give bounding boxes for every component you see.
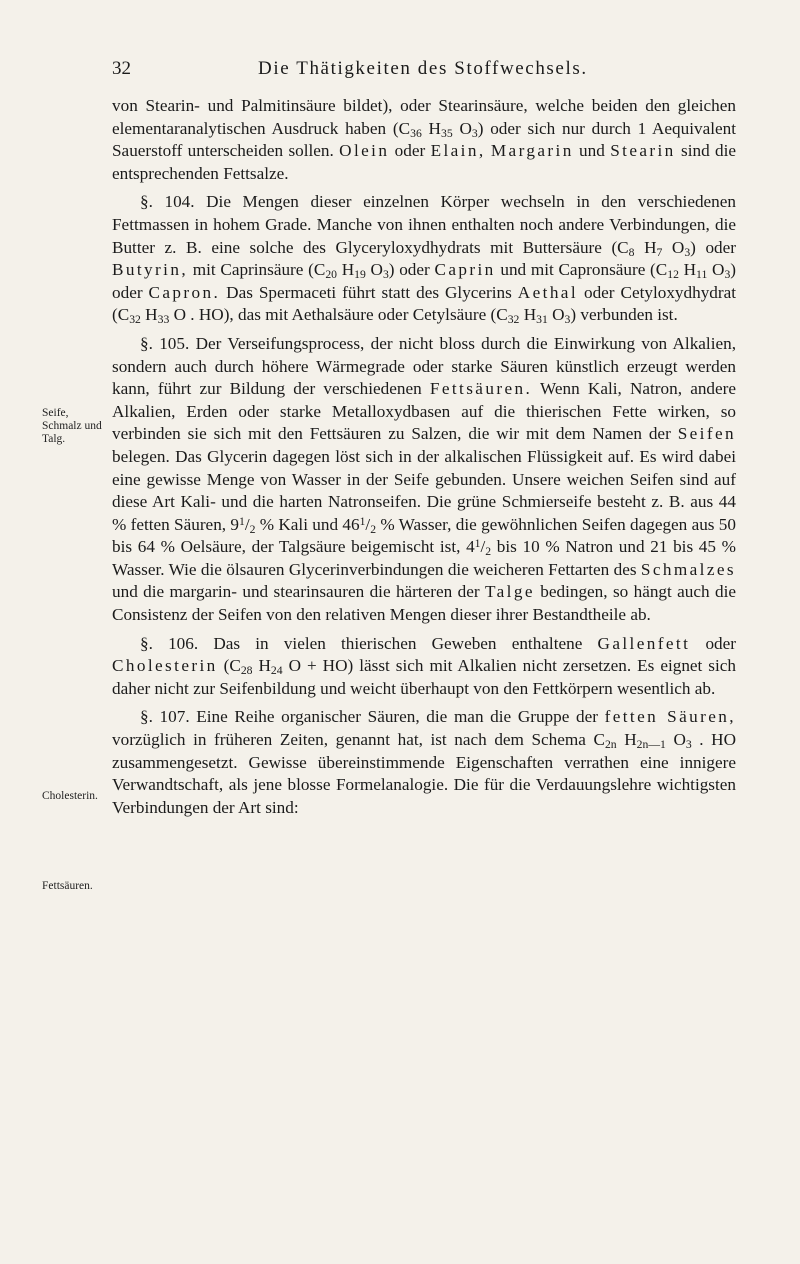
page-number: 32: [112, 58, 131, 79]
paragraph-106: §. 106. Das in vielen thierischen Geweben enthaltene Gallenfett oder Cholesterin ($C_{28}$ $H_{24}$ O + HO) lässt sich mit Alkalien nicht zersetzen. Es eignet sich daher nicht zur Seifenbildung und weicht überhaupt von den Fettkörpern wesentlich ab.: [112, 633, 736, 698]
paragraph-105: §. 105. Der Verseifungsprocess, der nicht bloss durch die Einwirkung von Alkalien, sondern auch durch höhere Wärmegrade oder starke Säuren künstlich erzeugt werden kann, führt zur Bildung der verschiedenen Fettsäuren. Wenn Kali, Natron, andere Alkalien, Erden oder starke Metalloxydbasen auf die thierischen Fette wirken, so verbinden sie sich mit den Fettsäuren zu Salzen, die wir mit dem Namen der Seifen belegen. Das Glycerin dagegen löst sich in der alkalischen Flüssigkeit auf. Es wird dabei eine gewisse Menge von Wasser in der Seife gebunden. Unsere weichen Seifen sind auf diese Art Kali- und die harten Natronseifen. Die grüne Schmierseife besteht z. B. aus 44 % fetten Säuren, $9^1/_2$ % Kali und $46^1/_2$ % Wasser, die gewöhnlichen Seifen dagegen aus 50 bis 64 % Oelsäure, der Talgsäure beigemischt ist, $4^1/_2$ bis 10 % Natron und 21 bis 45 % Wasser. Wie die ölsauren Glycerinverbindungen die weicheren Fettarten des Schmalzes und die margarin- und stearinsauren die härteren der Talge bedingen, so hängt auch die Consistenz der Seifen von den relativen Mengen dieser ihrer Bestandtheile ab.: [112, 333, 737, 625]
paragraph-continuation: von Stearin- und Palmitinsäure bildet), oder Stearinsäure, welche beiden den gleichen elementaranalytischen Ausdruck haben ($C_{36}$ $H_{35}$ $O_3$) oder sich nur durch 1 Aequivalent Sauerstoff unterscheiden sollen. Olein oder Elain, Margarin und Stearin sind die entsprechenden Fettsalze.: [112, 96, 737, 183]
text-column: [112, 95, 736, 819]
running-head: Die Thätigkeiten des Stoffwechsels.: [258, 58, 588, 79]
margin-note-fettsaeuren: Fettsäuren.: [42, 880, 93, 892]
margin-note-cholesterin: Cholesterin.: [42, 790, 98, 802]
paragraph-104: §. 104. Die Mengen dieser einzelnen Körper wechseln in den verschiedenen Fettmassen in hohem Grade. Manche von ihnen enthalten noch andere Verbindungen, die Butter z. B. eine solche des Glyceryloxydhydrats mit Buttersäure ($C_8$ $H_7$ $O_3$) oder Butyrin, mit Caprinsäure ($C_{20}$ $H_{19}$ $O_3$) oder Caprin und mit Capronsäure ($C_{12}$ $H_{11}$ $O_3$) oder Capron. Das Spermaceti führt statt des Glycerins Aethal oder Cetyloxydhydrat ($C_{32}$ $H_{33}$ O . HO), das mit Aethalsäure oder Cetylsäure ($C_{32}$ $H_{31}$ $O_3$) verbunden ist.: [112, 192, 737, 327]
paragraph-107: §. 107. Eine Reihe organischer Säuren, die man die Gruppe der fetten Säuren, vorzüglich in früheren Zeiten, genannt hat, ist nach dem Schema $C_{2n}$ $H_{2n—1}$ $O_3$ . HO zusammengesetzt. Gewisse übereinstimmende Eigenschaften verrathen eine innigere Verwandtschaft, als jene blosse Formelanalogie. Die für die Verdauungslehre wichtigsten Verbindungen der Art sind:: [112, 707, 737, 817]
margin-note-seife: Seife, Schmalz und Talg.: [42, 407, 102, 445]
page-header: [0, 58, 800, 88]
